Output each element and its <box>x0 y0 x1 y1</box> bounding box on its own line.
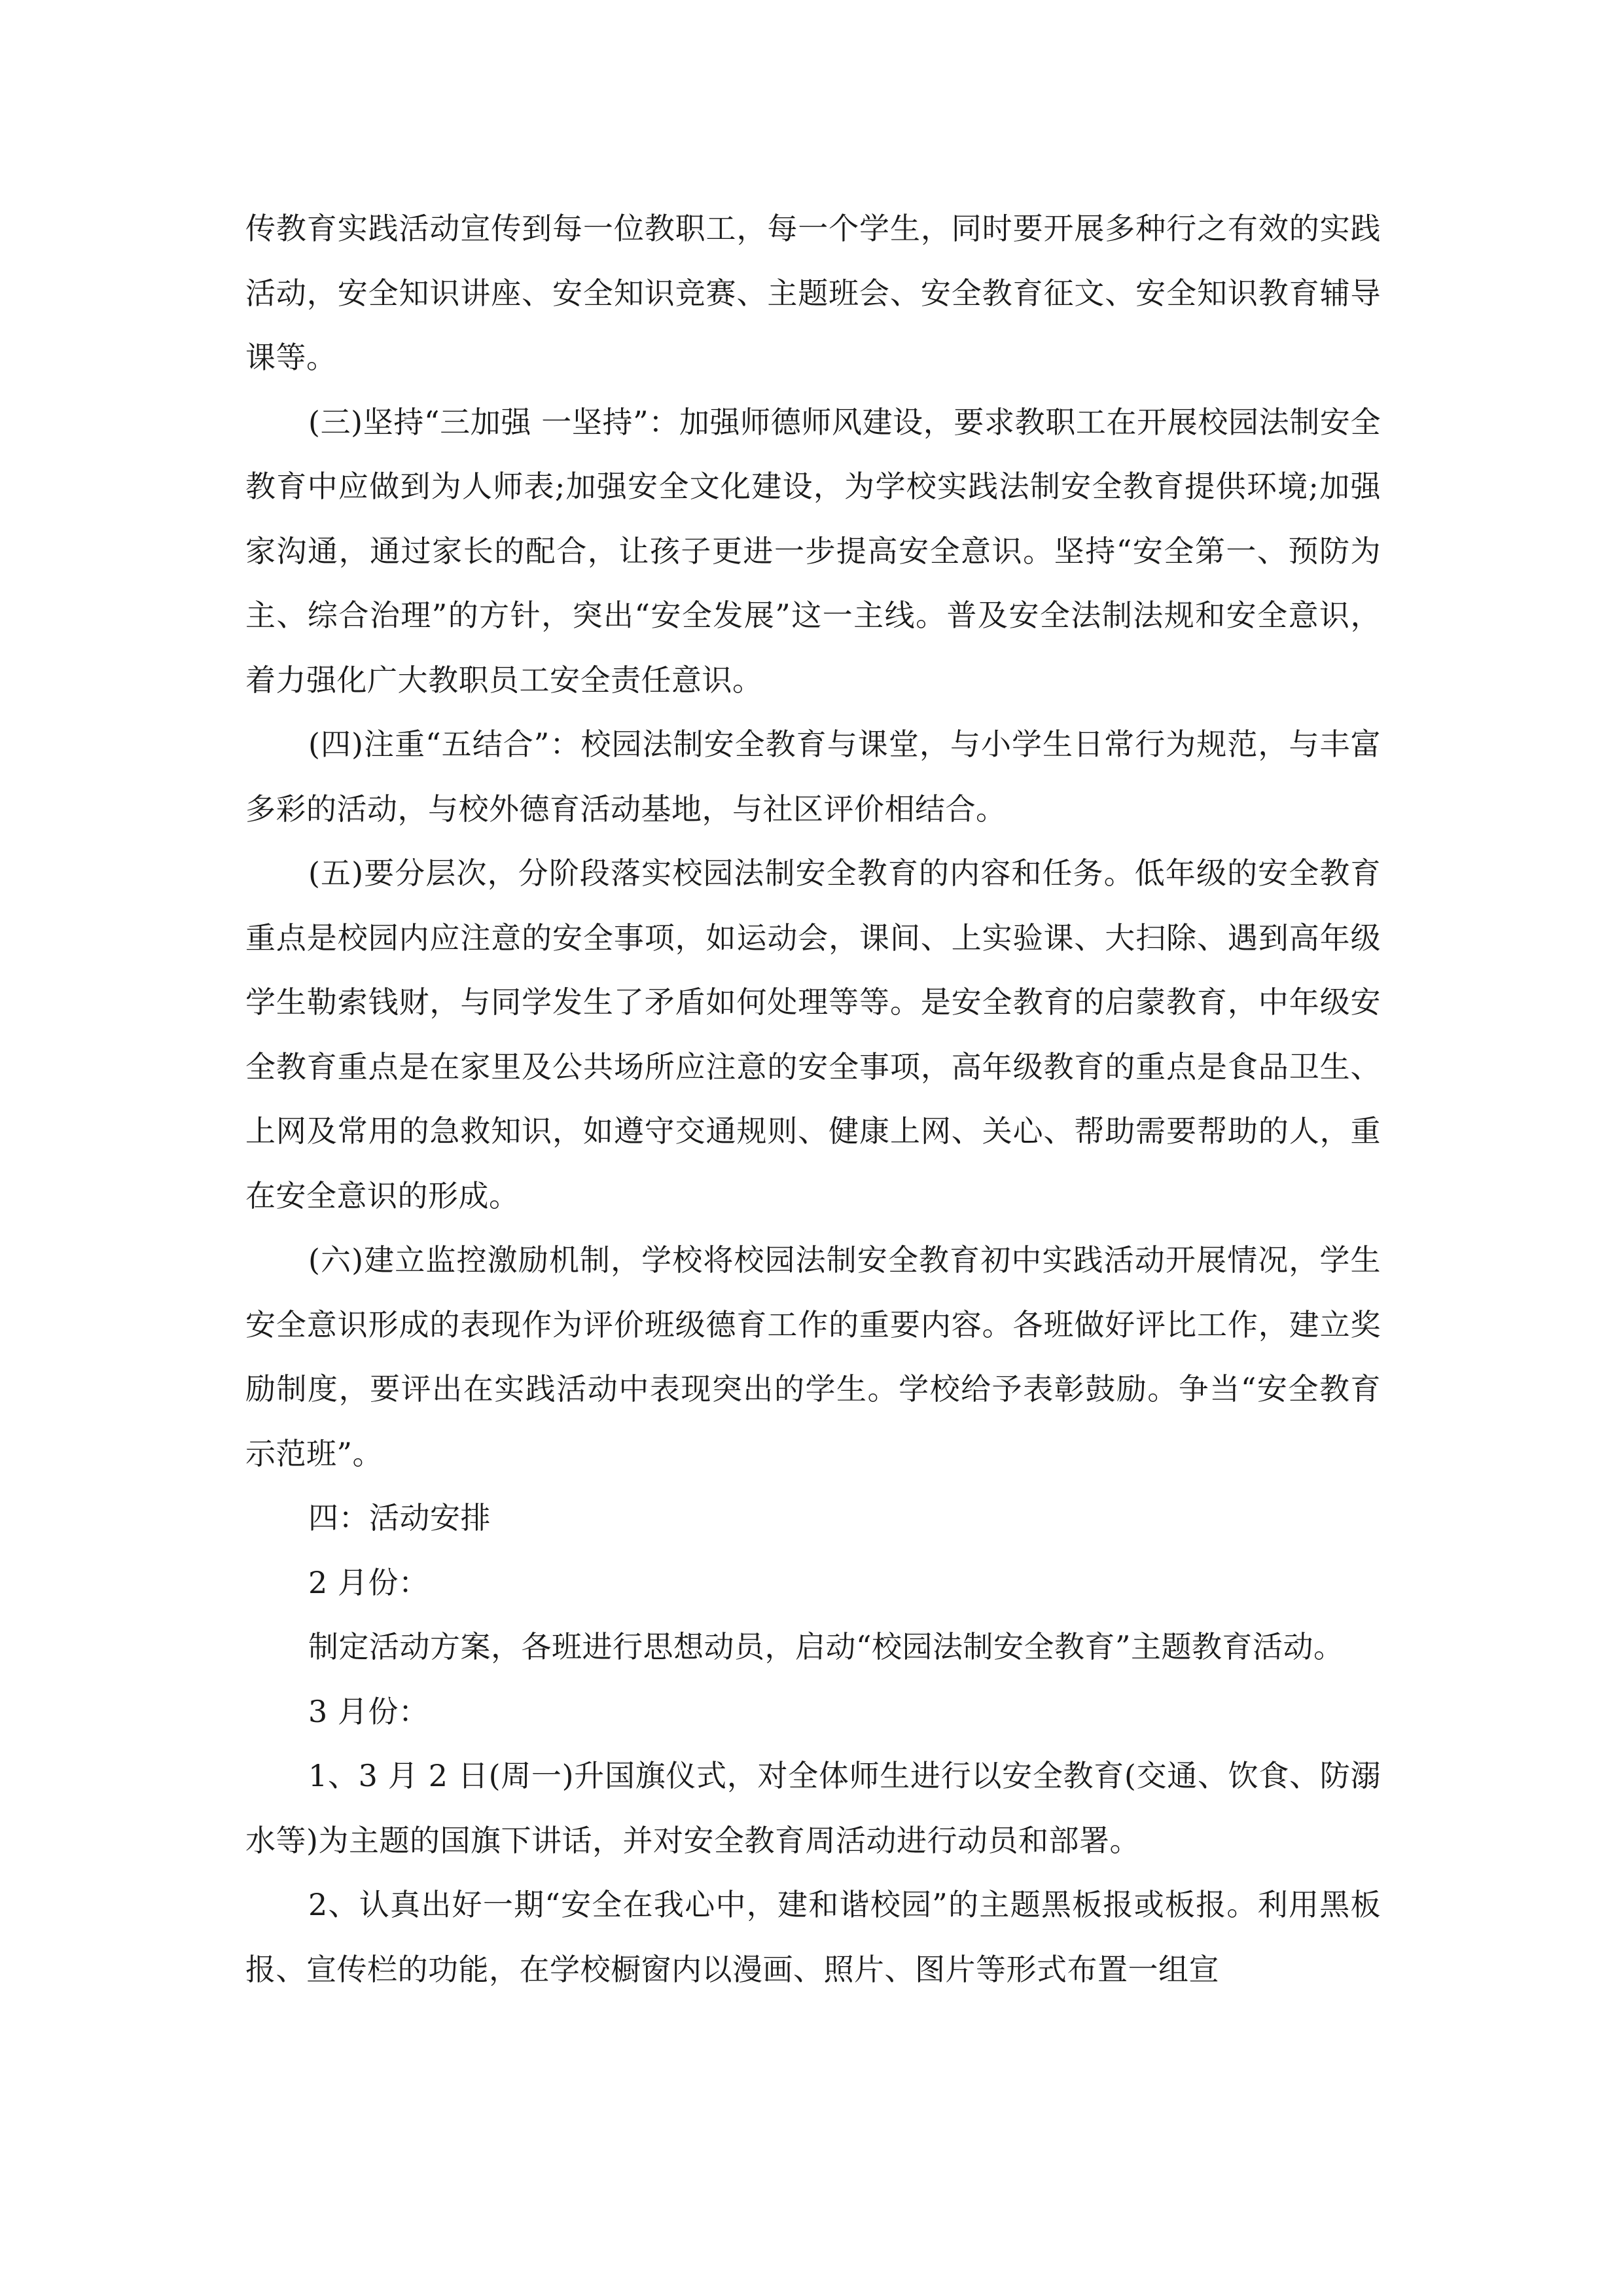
paragraph-february-plan: 制定活动方案，各班进行思想动员，启动“校园法制安全教育”主题教育活动。 <box>308 1629 1344 1664</box>
section-heading-activity-schedule: 四：活动安排 <box>308 1500 491 1535</box>
month-heading-march: 3 月份： <box>308 1693 429 1729</box>
paragraph-five-combinations: (四)注重“五结合”：校园法制安全教育与课堂，与小学生日常行为规范，与丰富多彩的活动，与校外德育活动基地，与社区评价相结合。 <box>245 726 1381 827</box>
paragraph-continuation: 传教育实践活动宣传到每一位教职工，每一个学生，同时要开展多种行之有效的实践活动，安全知识讲座、安全知识竞赛、主题班会、安全教育征文、安全知识教育辅导课等。 <box>245 211 1381 375</box>
paragraph-march-item-1: 1、3 月 2 日(周一)升国旗仪式，对全体师生进行以安全教育(交通、饮食、防溺水等)为主题的国旗下讲话，并对安全教育周活动进行动员和部署。 <box>245 1758 1381 1858</box>
paragraph-incentive-mechanism: (六)建立监控激励机制，学校将校园法制安全教育初中实践活动开展情况，学生安全意识形成的表现作为评价班级德育工作的重要内容。各班做好评比工作，建立奖励制度，要评出在实践活动中表现突出的学生。学校给予表彰鼓励。争当“安全教育示范班”。 <box>245 1242 1381 1471</box>
document-body <box>245 196 1381 2001</box>
paragraph-layered-education: (五)要分层次，分阶段落实校园法制安全教育的内容和任务。低年级的安全教育重点是校园内应注意的安全事项，如运动会，课间、上实验课、大扫除、遇到高年级学生勒索钱财，与同学发生了矛盾如何处理等等。是安全教育的启蒙教育，中年级安全教育重点是在家里及公共场所应注意的安全事项，高年级教育的重点是食品卫生、上网及常用的急救知识，如遵守交通规则、健康上网、关心、帮助需要帮助的人，重在安全意识的形成。 <box>245 855 1381 1213</box>
month-heading-february: 2 月份： <box>308 1564 429 1600</box>
paragraph-march-item-2: 2、认真出好一期“安全在我心中，建和谐校园”的主题黑板报或板报。利用黑板报、宣传栏的功能，在学校橱窗内以漫画、照片、图片等形式布置一组宣 <box>245 1887 1381 1987</box>
paragraph-three-strengthen: (三)坚持“三加强 一坚持”：加强师德师风建设，要求教职工在开展校园法制安全教育中应做到为人师表;加强安全文化建设，为学校实践法制安全教育提供环境;加强家沟通，通过家长的配合，让孩子更进一步提高安全意识。坚持“安全第一、预防为主、综合治理”的方针，突出“安全发展”这一主线。普及安全法制法规和安全意识，着力强化广大教职员工安全责任意识。 <box>245 404 1381 698</box>
